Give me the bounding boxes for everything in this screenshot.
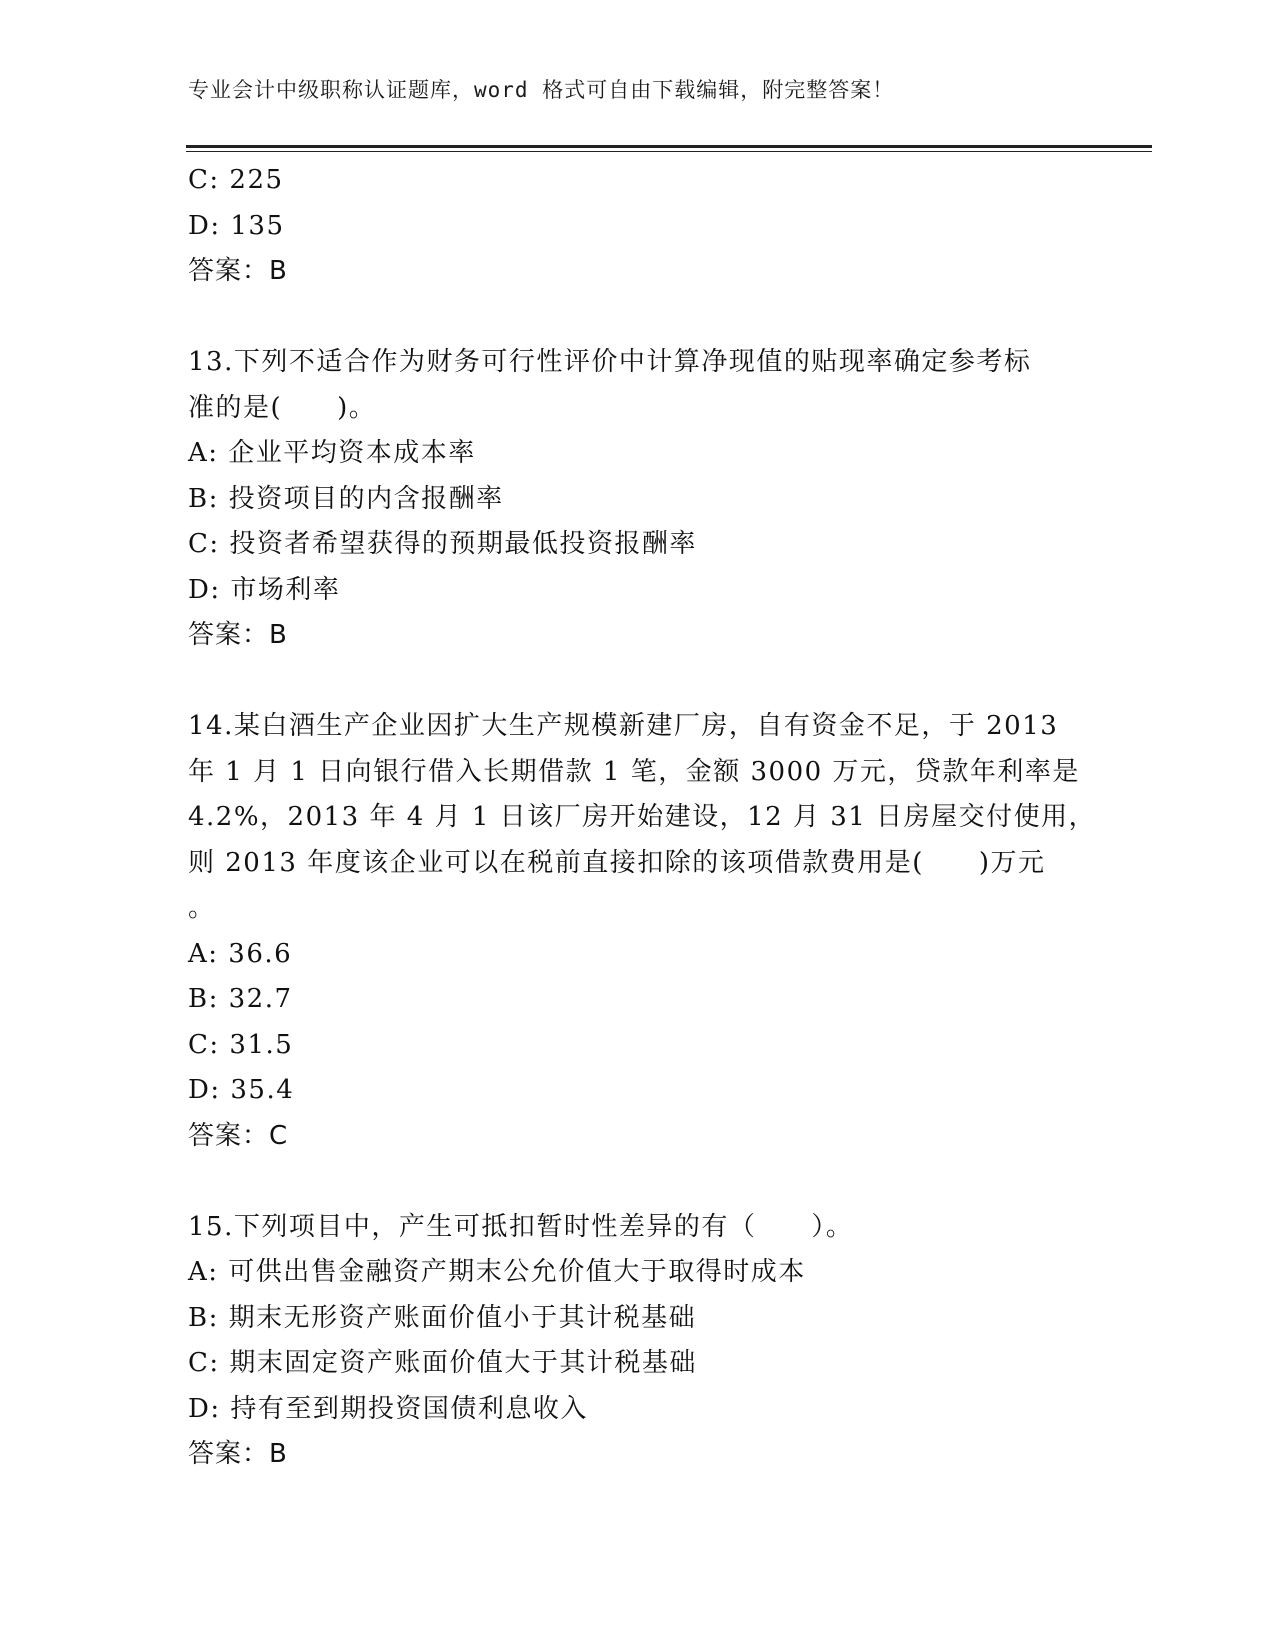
answer-line: 答案：B: [188, 1439, 288, 1469]
question-text-line: 15.下列项目中，产生可抵扣暂时性差异的有（ ）。: [188, 1211, 854, 1242]
spacer: [188, 1159, 1088, 1205]
option-c: C: 期末固定资产账面价值大于其计税基础: [188, 1348, 697, 1378]
option-b: B: 期末无形资产账面价值小于其计税基础: [188, 1302, 697, 1333]
answer-line: 答案：B: [188, 620, 288, 650]
question-14: [188, 704, 1097, 1159]
option-b: B: 投资项目的内含报酬率: [188, 483, 504, 514]
question-text-line: 14.某白酒生产企业因扩大生产规模新建厂房，自有资金不足，于 2013: [188, 711, 1059, 741]
question-15: [188, 1205, 1088, 1478]
question-content: [188, 158, 1097, 1478]
question-text-line: 。: [188, 893, 216, 923]
question-13: [188, 340, 1088, 659]
page-header: 专业会计中级职称认证题库，word 格式可自由下载编辑，附完整答案！: [188, 78, 895, 102]
question-text-line: 则 2013 年度该企业可以在税前直接扣除的该项借款费用是( )万元: [188, 847, 1046, 878]
option-c: C: 225: [188, 165, 284, 195]
question-text-line: 准的是( )。: [188, 392, 377, 423]
option-a: A: 36.6: [188, 938, 293, 969]
option-a: A: 可供出售金融资产期末公允价值大于取得时成本: [188, 1257, 806, 1287]
question-text-line: 13.下列不适合作为财务可行性评价中计算净现值的贴现率确定参考标: [188, 347, 1032, 377]
option-d: D: 市场利率: [188, 574, 341, 605]
answer-line: 答案：C: [188, 1120, 289, 1151]
question-text-line: 4.2%，2013 年 4 月 1 日该厂房开始建设，12 月 31 日房屋交付使用，: [188, 802, 1097, 832]
answer-line: 答案：B: [188, 256, 288, 286]
question-12-continued: [188, 158, 1088, 295]
option-c: C: 31.5: [188, 1029, 294, 1060]
option-d: D: 35.4: [188, 1075, 295, 1105]
header-rule-thick: [186, 145, 1152, 148]
option-a: A: 企业平均资本成本率: [188, 438, 476, 468]
option-d: D: 持有至到期投资国债利息收入: [188, 1393, 588, 1424]
option-d: D: 135: [188, 210, 285, 241]
header-rule-thin: [186, 151, 1152, 152]
spacer: [188, 295, 1088, 341]
option-b: B: 32.7: [188, 984, 293, 1014]
option-c: C: 投资者希望获得的预期最低投资报酬率: [188, 529, 697, 559]
spacer: [188, 659, 1088, 705]
question-text-line: 年 1 月 1 日向银行借入长期借款 1 笔，金额 3000 万元，贷款年利率是: [188, 756, 1080, 787]
